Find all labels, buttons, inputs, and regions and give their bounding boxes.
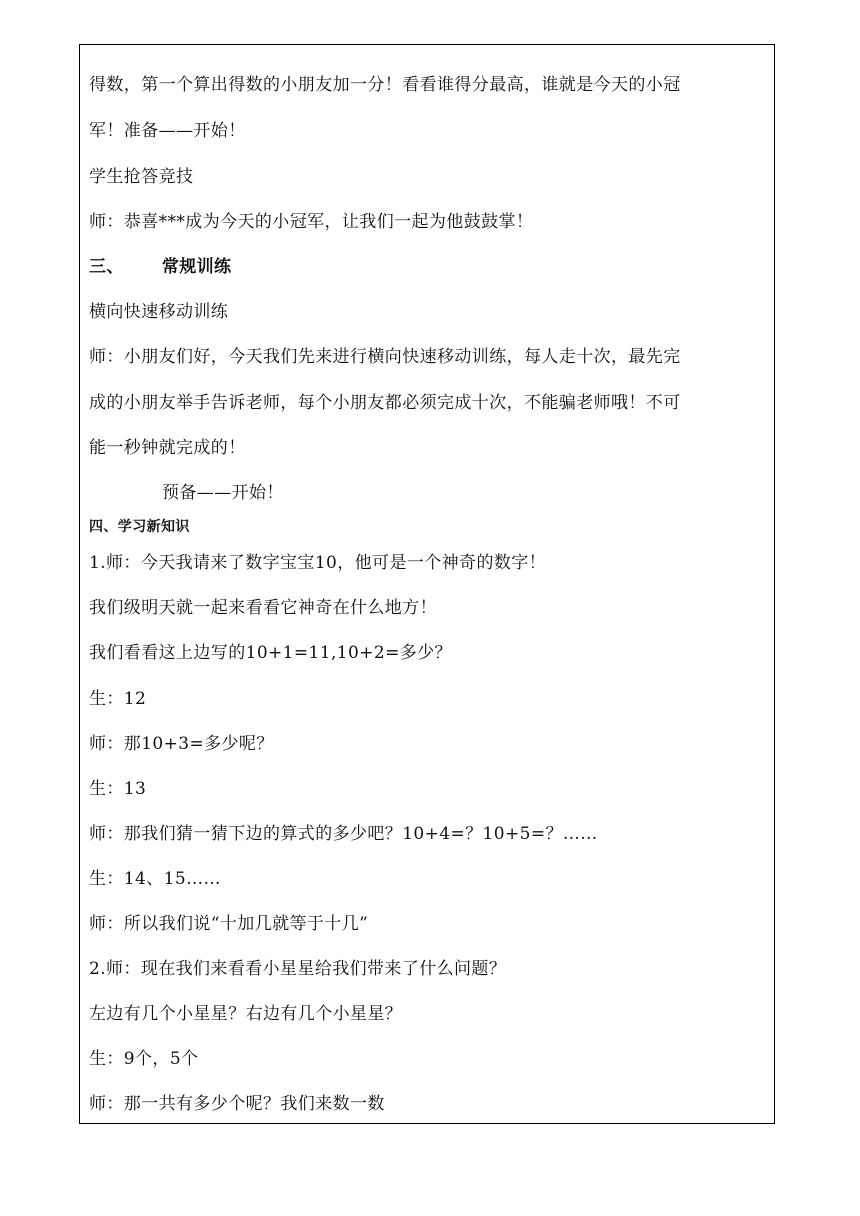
text-line: 师：那一共有多少个呢？我们来数一数 [89,1094,385,1114]
text-line: 得数，第一个算出得数的小朋友加一分！看看谁得分最高，谁就是今天的小冠 [89,75,681,95]
text-line: 左边有几个小星星？右边有几个小星星？ [89,1004,403,1024]
text-line: 军！准备——开始！ [89,121,246,141]
text-line: 成的小朋友举手告诉老师，每个小朋友都必须完成十次，不能骗老师哦！不可 [89,393,681,413]
text-line: 学生抢答竞技 [89,167,194,187]
text-line: 师：小朋友们好，今天我们先来进行横向快速移动训练，每人走十次，最先完 [89,347,681,367]
text-line: 能一秒钟就完成的！ [89,438,246,458]
text-line: 生：9个，5个 [89,1049,199,1069]
section-heading [89,256,231,278]
text-line: 生：14、15…… [89,869,221,889]
text-line: 1.师：今天我请来了数字宝宝10，他可是一个神奇的数字！ [89,553,547,573]
text-line: 师：恭喜***成为今天的小冠军，让我们一起为他鼓鼓掌！ [89,212,534,232]
text-line: 生：12 [89,689,147,709]
section-number: 三、 [89,257,124,277]
section-title: 常规训练 [161,257,232,277]
section-heading: 四、学习新知识 [89,519,190,535]
text-line: 我们看看这上边写的10+1=11,10+2=多少？ [89,643,452,663]
text-line: 生：13 [89,779,147,799]
text-line: 横向快速移动训练 [89,302,229,322]
text-line: 我们级明天就一起来看看它神奇在什么地方！ [89,598,437,618]
text-line: 师：那10+3=多少呢？ [89,734,274,754]
text-line: 师：那我们猜一猜下边的算式的多少吧？10+4=？10+5=？…… [89,824,598,844]
text-line: 师：所以我们说“十加几就等于十几” [89,914,369,934]
text-line: 预备——开始！ [162,483,284,503]
text-line: 2.师：现在我们来看看小星星给我们带来了什么问题？ [89,959,507,979]
